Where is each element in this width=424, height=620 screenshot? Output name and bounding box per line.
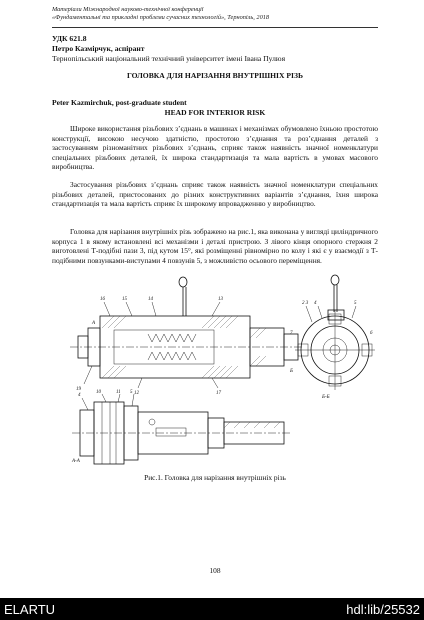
drawing-svg	[52, 272, 378, 468]
figure-caption: Рис.1. Головка для нарізання внутрішніх різь	[144, 473, 286, 482]
svg-text:4: 4	[78, 393, 81, 398]
title-ua: ГОЛОВКА ДЛЯ НАРІЗАННЯ ВНУТРІШНІХ РІЗЬ	[126, 71, 304, 80]
svg-text:Б: Б	[290, 369, 293, 374]
header-line-2: «Фундаментальні та прикладні проблеми сучасних технологій», Тернопіль, 2018	[52, 14, 270, 21]
svg-text:А-А: А-А	[72, 459, 80, 464]
section-view	[70, 277, 304, 396]
svg-text:13: 13	[218, 297, 223, 302]
svg-text:4: 4	[314, 301, 317, 306]
handle-id[interactable]: hdl:lib/25532	[346, 602, 420, 617]
page-number: 108	[209, 566, 221, 575]
conference-header	[52, 6, 382, 22]
svg-text:5: 5	[354, 301, 357, 306]
svg-text:А: А	[92, 321, 96, 326]
svg-text:2 3: 2 3	[302, 301, 309, 306]
svg-text:17: 17	[216, 391, 221, 396]
svg-text:15: 15	[122, 297, 127, 302]
footer-bar	[0, 598, 424, 620]
svg-text:10: 10	[96, 390, 101, 395]
svg-text:6: 6	[370, 331, 373, 336]
paragraph-3: Головка для нарізання внутрішніх різь зображено на рис.1, яка виконана у вигляді циліндричного корпуса 1 в якому встановлені всі механізми і деталі пристрою. З лівого кінця опорного стержня 2 виготовлені Т-подібні пази 3, під кутом 15°, які розміщенні рівномірно по колу і які є у взаємодії з Т-подібними повзунками-виступами 4 повзунів 5, з можливістю осьового переміщення.	[52, 227, 378, 265]
svg-text:19: 19	[76, 387, 81, 392]
author-en: Peter Kazmirchuk, post-graduate student	[52, 98, 187, 107]
svg-text:14: 14	[148, 297, 153, 302]
svg-text:16: 16	[100, 297, 105, 302]
header-line-1: Матеріали Міжнародної науково-технічної конференції	[52, 6, 204, 13]
end-view	[290, 275, 375, 400]
technical-drawing	[52, 272, 378, 468]
paragraph-2: Застосування різьбових з’єднань сприяє також наявність значної номенклатури спеціальних різьбових деталей, пристосованих до різних конструктивних варіантів з’єднання, їхня широка стандартизація та мала вартість сприяє їх широкому впровадженню у виробництво.	[52, 180, 378, 208]
external-view	[71, 390, 292, 464]
affiliation: Тернопільський національний технічний університет імені Івана Пулюя	[52, 54, 286, 63]
svg-text:Б-Б: Б-Б	[322, 395, 330, 400]
repository-name[interactable]: ELARTU	[4, 602, 56, 617]
header-divider	[52, 27, 378, 28]
svg-text:5: 5	[130, 390, 133, 395]
svg-text:7: 7	[290, 331, 293, 336]
svg-text:11: 11	[116, 390, 121, 395]
paragraph-1: Широке використання різьбових з’єднань в машинах і механізмах обумовлено їхньою простотою конструкції, високою несучою здатністю, простотою з’єднання та роз’єднання деталей з застосуванням різноманітних різьбових з’єднань, сприяє також наявність значної номенклатури спеціальних різьбових деталей, їх широка стандартизація та мала вартість в умовах масового виробництва.	[52, 124, 378, 171]
udc-code: УДК 621.8	[52, 34, 87, 43]
svg-text:12: 12	[134, 391, 139, 396]
title-en: HEAD FOR INTERIOR RISK	[164, 108, 266, 117]
author-ua: Петро Казмірчук, аспірант	[52, 44, 145, 53]
